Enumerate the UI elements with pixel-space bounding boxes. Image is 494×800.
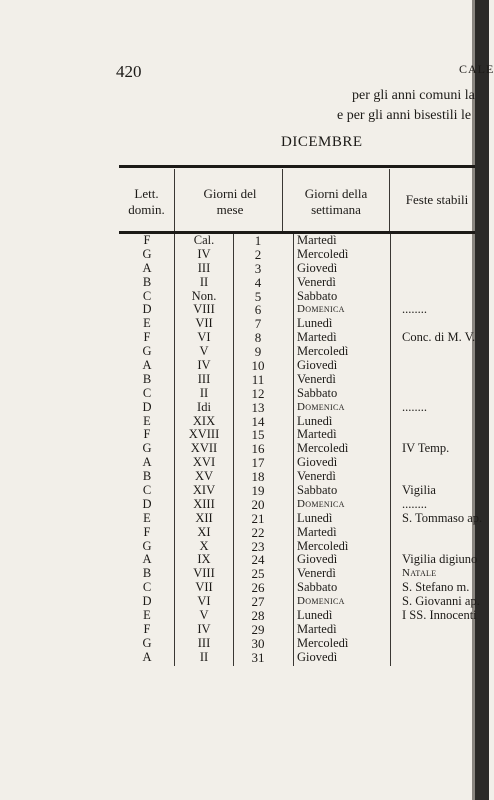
table-row — [119, 594, 480, 610]
dominical-letter: G — [142, 246, 152, 261]
weekday: Domenica — [297, 400, 345, 413]
roman-date: VII — [195, 316, 213, 331]
dominical-letter: A — [142, 260, 152, 275]
dominical-letter: B — [142, 274, 152, 289]
dominical-letter: F — [143, 524, 151, 539]
roman-date: II — [199, 274, 209, 289]
weekday: Sabbato — [297, 580, 338, 595]
day-number: 5 — [254, 288, 262, 304]
weekday: Martedì — [297, 233, 337, 247]
weekday: Mercoledì — [297, 635, 349, 650]
roman-date: VIII — [193, 302, 215, 317]
table-row — [119, 484, 475, 498]
table-row — [119, 276, 475, 290]
dominical-letter: F — [143, 621, 151, 636]
roman-date: XIV — [192, 483, 216, 498]
weekday: Domenica — [297, 497, 345, 510]
roman-date: V — [199, 608, 209, 623]
day-number: 31 — [251, 649, 265, 665]
roman-date: III — [197, 635, 211, 650]
header-days-month: Giorni del mese — [203, 186, 257, 217]
roman-date: II — [199, 649, 209, 664]
weekday: Sabbato — [297, 385, 338, 400]
dominical-letter: A — [142, 358, 152, 373]
roman-date: XV — [194, 469, 214, 484]
roman-date: XI — [197, 524, 211, 539]
roman-date: III — [197, 371, 211, 386]
table-row — [119, 373, 475, 387]
table-top-rule — [119, 165, 475, 168]
dominical-letter: F — [143, 427, 151, 442]
weekday: Giovedì — [297, 649, 338, 664]
roman-date: IV — [197, 621, 211, 636]
day-number: 26 — [251, 580, 265, 596]
roman-date: XIII — [193, 496, 215, 511]
roman-date: XVI — [192, 455, 216, 470]
day-number: 4 — [254, 274, 262, 290]
roman-date: IX — [197, 552, 211, 567]
month-title: DICEMBRE — [281, 134, 363, 150]
feast: Natale — [402, 567, 437, 580]
weekday: Giovedì — [297, 260, 338, 275]
roman-date: XVII — [190, 441, 218, 456]
day-number: 11 — [251, 371, 265, 387]
roman-date: VII — [195, 580, 213, 595]
table-row — [119, 526, 475, 540]
table-row — [119, 234, 475, 248]
table-row — [119, 623, 475, 637]
day-number: 15 — [251, 427, 265, 443]
table-row — [119, 552, 478, 568]
roman-date: XVIII — [188, 427, 220, 442]
weekday: Venerdì — [297, 566, 336, 581]
roman-date: IV — [197, 358, 211, 373]
dominical-letter: F — [143, 330, 151, 345]
table-row — [119, 317, 475, 331]
day-number: 14 — [251, 413, 265, 429]
feast: IV Temp. — [402, 441, 450, 456]
table-row — [119, 510, 483, 526]
day-number: 23 — [251, 538, 265, 554]
feast: S. Tommaso ap. — [402, 510, 483, 525]
table-row — [119, 540, 475, 554]
day-number: 22 — [251, 524, 265, 540]
day-number: 10 — [251, 358, 265, 374]
feast: Vigilia digiuno — [402, 552, 478, 567]
roman-date: X — [199, 538, 209, 553]
table-row — [119, 637, 475, 651]
table-row — [119, 345, 475, 359]
dominical-letter: G — [142, 635, 152, 650]
feast: ........ — [402, 496, 427, 511]
table-row — [119, 359, 475, 373]
weekday: Sabbato — [297, 483, 338, 498]
dominical-letter: A — [142, 552, 152, 567]
day-number: 20 — [251, 496, 265, 512]
weekday: Mercoledì — [297, 344, 349, 359]
day-number: 12 — [251, 385, 265, 401]
day-number: 30 — [251, 635, 265, 651]
day-number: 27 — [251, 594, 265, 610]
day-number: 24 — [251, 552, 265, 568]
weekday: Domenica — [297, 303, 345, 316]
dominical-letter: D — [142, 302, 152, 317]
header-days-week: Giorni della settimana — [304, 186, 368, 217]
weekday: Venerdì — [297, 371, 336, 386]
day-number: 1 — [254, 233, 262, 248]
dominical-letter: C — [142, 288, 152, 303]
weekday: Martedì — [297, 524, 337, 539]
day-number: 8 — [254, 330, 262, 346]
dominical-letter: G — [142, 441, 152, 456]
roman-date: Idi — [197, 399, 211, 414]
dominical-letter: B — [142, 566, 152, 581]
weekday: Mercoledì — [297, 538, 349, 553]
table-row — [119, 262, 475, 276]
weekday: Sabbato — [297, 288, 338, 303]
weekday: Giovedì — [297, 455, 338, 470]
day-number: 13 — [251, 399, 265, 415]
weekday: Venerdì — [297, 469, 336, 484]
dominical-letter: E — [143, 608, 151, 623]
dominical-letter: C — [142, 385, 152, 400]
dominical-letter: G — [142, 538, 152, 553]
day-number: 16 — [251, 441, 265, 457]
table-row — [119, 651, 475, 665]
roman-date: XIX — [192, 413, 216, 428]
table-row — [119, 470, 475, 484]
weekday: Giovedì — [297, 358, 338, 373]
dominical-letter: A — [142, 649, 152, 664]
header-letter: Lett. domin. — [128, 186, 165, 217]
table-row — [119, 248, 475, 262]
weekday: Martedì — [297, 330, 337, 345]
day-number: 7 — [254, 316, 262, 332]
dominical-letter: F — [143, 233, 151, 247]
roman-date: Cal. — [193, 233, 215, 247]
calendar-table-body — [119, 233, 483, 665]
table-row — [119, 581, 475, 595]
table-row — [119, 290, 475, 304]
table-row — [119, 387, 475, 401]
dominical-letter: B — [142, 469, 152, 484]
day-number: 17 — [251, 455, 265, 471]
day-number: 19 — [251, 483, 265, 499]
weekday: Mercoledì — [297, 441, 349, 456]
page-edge-shadow — [475, 0, 489, 800]
running-head: CALE — [459, 62, 494, 76]
table-row — [119, 567, 475, 581]
feast: I SS. Innocenti — [402, 608, 477, 623]
subtitle-line-2: e per gli anni bisestili le — [337, 108, 472, 123]
weekday: Lunedì — [297, 510, 333, 525]
roman-date: XII — [195, 510, 213, 525]
roman-date: VI — [197, 594, 211, 609]
day-number: 6 — [254, 302, 262, 318]
table-row — [119, 415, 475, 429]
feast: Vigilia — [402, 483, 436, 498]
roman-date: V — [199, 344, 209, 359]
day-number: 9 — [254, 344, 262, 360]
table-row — [119, 428, 475, 442]
weekday: Martedì — [297, 427, 337, 442]
table-row — [119, 401, 475, 415]
subtitle-line-1: per gli anni comuni la — [352, 88, 475, 103]
dominical-letter: C — [142, 580, 152, 595]
dominical-letter: D — [142, 496, 152, 511]
weekday: Lunedì — [297, 316, 333, 331]
weekday: Domenica — [297, 595, 345, 608]
roman-date: Non. — [191, 288, 217, 303]
dominical-letter: B — [142, 371, 152, 386]
weekday: Mercoledì — [297, 246, 349, 261]
weekday: Venerdì — [297, 274, 336, 289]
header-feasts: Feste stabili — [405, 192, 469, 207]
table-row — [119, 442, 475, 456]
dominical-letter: G — [142, 344, 152, 359]
roman-date: III — [197, 260, 211, 275]
table-row — [119, 303, 475, 317]
dominical-letter: E — [143, 510, 151, 525]
table-row — [119, 331, 475, 345]
table-row — [119, 609, 475, 623]
header-divider — [174, 169, 175, 231]
feast: ........ — [402, 302, 427, 317]
dominical-letter: A — [142, 455, 152, 470]
weekday: Giovedì — [297, 552, 338, 567]
day-number: 2 — [254, 246, 262, 262]
table-row — [119, 498, 475, 512]
feast: S. Giovanni ap. — [402, 594, 480, 609]
dominical-letter: E — [143, 413, 151, 428]
feast: Conc. di M. V. — [402, 330, 476, 345]
page-number: 420 — [116, 62, 142, 81]
roman-date: VIII — [193, 566, 215, 581]
weekday: Lunedì — [297, 608, 333, 623]
roman-date: IV — [197, 246, 211, 261]
roman-date: VI — [197, 330, 211, 345]
roman-date: II — [199, 385, 209, 400]
day-number: 28 — [251, 608, 265, 624]
header-divider — [389, 169, 390, 231]
day-number: 25 — [251, 566, 265, 582]
dominical-letter: D — [142, 594, 152, 609]
day-number: 3 — [254, 260, 262, 276]
feast: S. Stefano m. — [402, 580, 470, 595]
dominical-letter: E — [143, 316, 151, 331]
dominical-letter: C — [142, 483, 152, 498]
table-row — [119, 456, 475, 470]
dominical-letter: D — [142, 399, 152, 414]
day-number: 29 — [251, 621, 265, 637]
weekday: Lunedì — [297, 413, 333, 428]
weekday: Martedì — [297, 621, 337, 636]
day-number: 18 — [251, 469, 265, 485]
feast: ........ — [402, 399, 427, 414]
day-number: 21 — [251, 510, 265, 526]
